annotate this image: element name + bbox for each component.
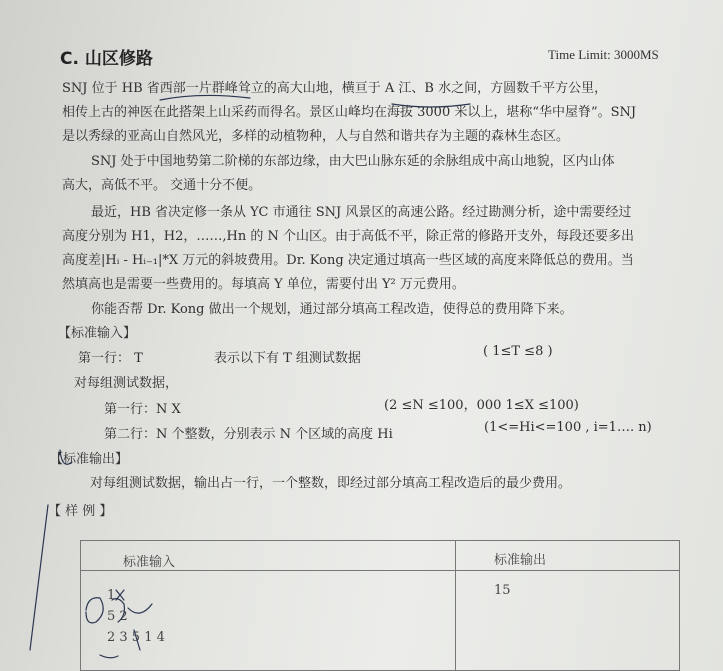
input-per-case: 对每组测试数据， (74, 376, 179, 391)
time-limit: Time Limit: 3000MS (548, 47, 659, 62)
desc-p3-line3: 高度差|Hᵢ - Hᵢ₋₁|*X 万元的斜坡费用。Dr. Kong 决定通过填高一些区域的高度来降低总的费用。当 (62, 253, 634, 268)
input-line2-label: 第一行：N X (104, 402, 181, 417)
desc-p1-line1: SNJ 位于 HB 省西部一片群峰耸立的高大山地，横亘于 A 江、B 水之间，方圆数千平方公里， (62, 81, 608, 96)
pen-diagonal-stroke (30, 505, 48, 650)
input-line1-desc: 表示以下有 T 组测试数据 (214, 351, 361, 366)
input-heading: 【标准输入】 (58, 326, 137, 341)
desc-p3-line1: 最近，HB 省决定修一条从 YC 市通往 SNJ 风景区的高速公路。经过勘测分析，途中需要经过 (91, 205, 632, 220)
output-desc: 对每组测试数据，输出占一行，一个整数，即经过部分填高工程改造后的最少费用。 (90, 476, 572, 491)
sample-table-header-row (81, 541, 680, 571)
sample-col-output-header (456, 541, 680, 571)
input-line2-range: (2 ≤N ≤100，000 1≤X ≤100) (384, 398, 579, 413)
input-line3-label: 第二行：N 个整数，分别表示 N 个区域的高度 Hi (104, 427, 393, 442)
sample-heading: 【 样 例 】 (48, 504, 113, 519)
sample-output-cell (456, 571, 680, 671)
input-line1-range: ( 1≤T ≤8 ) (483, 344, 553, 359)
sample-col-output-label: 标准输出 (494, 553, 547, 568)
sample-input-line: 2 3 5 1 4 (107, 630, 165, 645)
sample-output-line: 15 (494, 583, 511, 598)
desc-p2-line1: SNJ 处于中国地势第二阶梯的东部边缘，由大巴山脉东延的余脉组成中高山地貌，区内山体 (91, 154, 615, 169)
sample-input-cell (81, 571, 456, 671)
desc-p2-line2: 高大，高低不平。 交通十分不便。 (62, 178, 262, 193)
input-line3-range: (1<=Hi<=100 , i=1…. n) (484, 420, 652, 435)
sample-col-input-label: 标准输入 (123, 555, 176, 570)
desc-p4: 你能否帮 Dr. Kong 做出一个规划，通过部分填高工程改造，使得总的费用降下来。 (91, 302, 573, 317)
sample-table-body-row (81, 571, 680, 671)
sample-col-input-header (81, 541, 456, 571)
sample-table (80, 540, 680, 671)
problem-title: C. 山区修路 (60, 49, 153, 69)
desc-p3-line4: 然填高也是需要一些费用的。每填高 Y 单位，需要付出 Y² 万元费用。 (62, 277, 465, 292)
input-line1-label: 第一行： T (78, 351, 143, 366)
desc-p1-line2: 相传上古的神医在此搭架上山采药而得名。景区山峰均在海拔 3000 米以上，堪称“华中屋脊”。SNJ (62, 105, 637, 120)
desc-p1-line3: 是以秀绿的亚高山自然风光，多样的动植物种，人与自然和谐共存为主题的森林生态区。 (62, 129, 570, 144)
pen-underline (160, 95, 250, 100)
sample-input-line: 5 2 (107, 609, 128, 624)
output-heading: 【标准输出】 (50, 452, 129, 467)
sample-input-line: 1 (107, 588, 116, 603)
desc-p3-line2: 高度分别为 H1，H2，……,Hn 的 N 个山区。由于高低不平，除正常的修路开支外，每段还要多出 (62, 229, 634, 244)
